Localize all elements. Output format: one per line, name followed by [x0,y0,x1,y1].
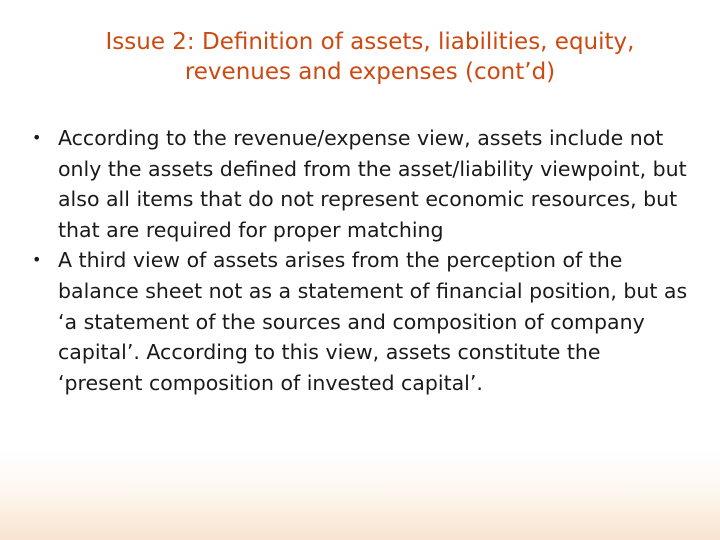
bullet-text: A third view of assets arises from the perception of the balance sheet not as a statement of financial position, but as ‘a statement of the sources and composition of company capital’. According to this view, assets constitute the ‘present composition of invested capital’. [58,248,688,395]
bullet-icon: • [32,250,42,270]
bullet-item [30,123,690,245]
bullet-icon: • [32,128,42,147]
bottom-gradient-decoration [0,450,720,540]
bullet-text: According to the revenue/expense view, assets include not only the assets defined from the asset/liability viewpoint, but also all items that do not represent economic resources, but that are required for proper matching [58,126,687,242]
bullet-list [30,123,690,398]
slide-title: Issue 2: Definition of assets, liabilities, equity, revenues and expenses (cont’d) [105,29,635,85]
bullet-item [30,245,690,398]
